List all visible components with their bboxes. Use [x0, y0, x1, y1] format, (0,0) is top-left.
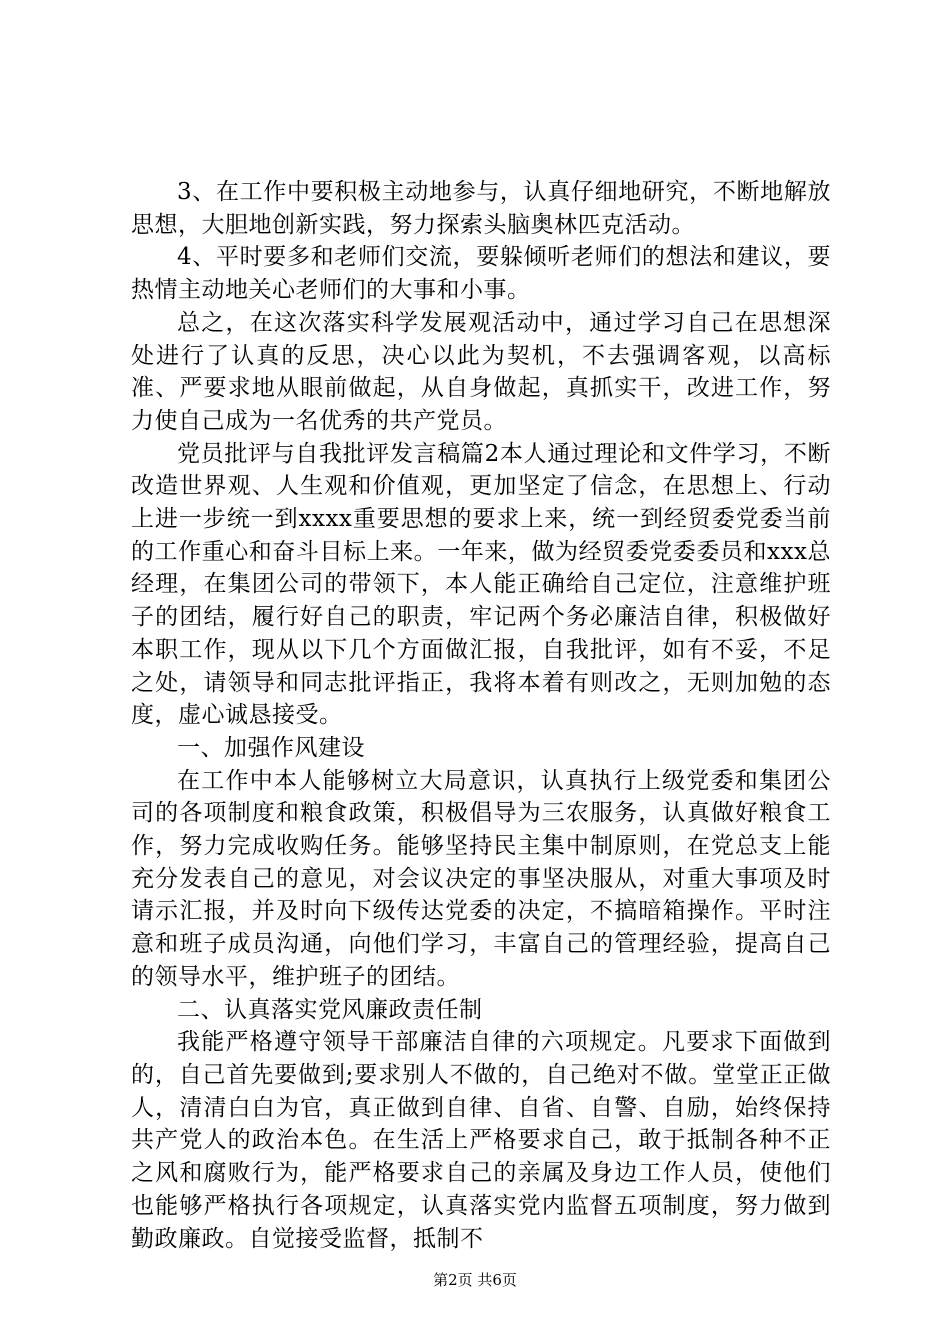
paragraph: 我能严格遵守领导干部廉洁自律的六项规定。凡要求下面做到的，自己首先要做到;要求别人不做的，自己绝对不做。堂堂正正做人，清清白白为官，真正做到自律、自省、自警、自励，始终保持共产党人的政治本色。在生活上严格要求自己，敢于抵制各种不正之风和腐败行为，能严格要求自己的亲属及身边工作人员，使他们也能够严格执行各项规定，认真落实党内监督五项制度，努力做到勤政廉政。自觉接受监督，抵制不	[131, 1029, 831, 1252]
paragraph: 3、在工作中要积极主动地参与，认真仔细地研究，不断地解放思想，大胆地创新实践，努力探索头脑奥林匹克活动。	[131, 179, 831, 238]
paragraph: 在工作中本人能够树立大局意识，认真执行上级党委和集团公司的各项制度和粮食政策，积极倡导为三农服务，认真做好粮食工作，努力完成收购任务。能够坚持民主集中制原则，在党总支上能充分发表自己的意见，对会议决定的事坚决服从，对重大事项及时请示汇报，并及时向下级传达党委的决定，不搞暗箱操作。平时注意和班子成员沟通，向他们学习，丰富自己的管理经验，提高自己的领导水平，维护班子的团结。	[131, 767, 831, 990]
paragraph: 党员批评与自我批评发言稿篇2本人通过理论和文件学习，不断改造世界观、人生观和价值观，更加坚定了信念，在思想上、行动上进一步统一到xxxx重要思想的要求上来，统一到经贸委党委当前的工作重心和奋斗目标上来。一年来，做为经贸委党委委员和xxx总经理，在集团公司的带领下，本人能正确给自己定位，注意维护班子的团结，履行好自己的职责，牢记两个务必廉洁自律，积极做好本职工作，现从以下几个方面做汇报，自我批评，如有不妥，不足之处，请领导和同志批评指正，我将本着有则改之，无则加勉的态度，虚心诚恳接受。	[131, 440, 831, 729]
paragraph: 4、平时要多和老师们交流，要躲倾听老师们的想法和建议，要热情主动地关心老师们的大事和小事。	[131, 244, 831, 304]
document-body	[131, 176, 831, 1255]
paragraph: 总之，在这次落实科学发展观活动中，通过学习自己在思想深处进行了认真的反思，决心以此为契机，不去强调客观，以高标准、严要求地从眼前做起，从自身做起，真抓实干，改进工作，努力使自己成为一名优秀的共产党员。	[131, 309, 831, 434]
page-number: 第2页 共6页	[433, 1271, 517, 1289]
section-heading: 二、认真落实党风廉政责任制	[177, 996, 483, 1023]
section-heading: 一、加强作风建设	[177, 734, 365, 761]
